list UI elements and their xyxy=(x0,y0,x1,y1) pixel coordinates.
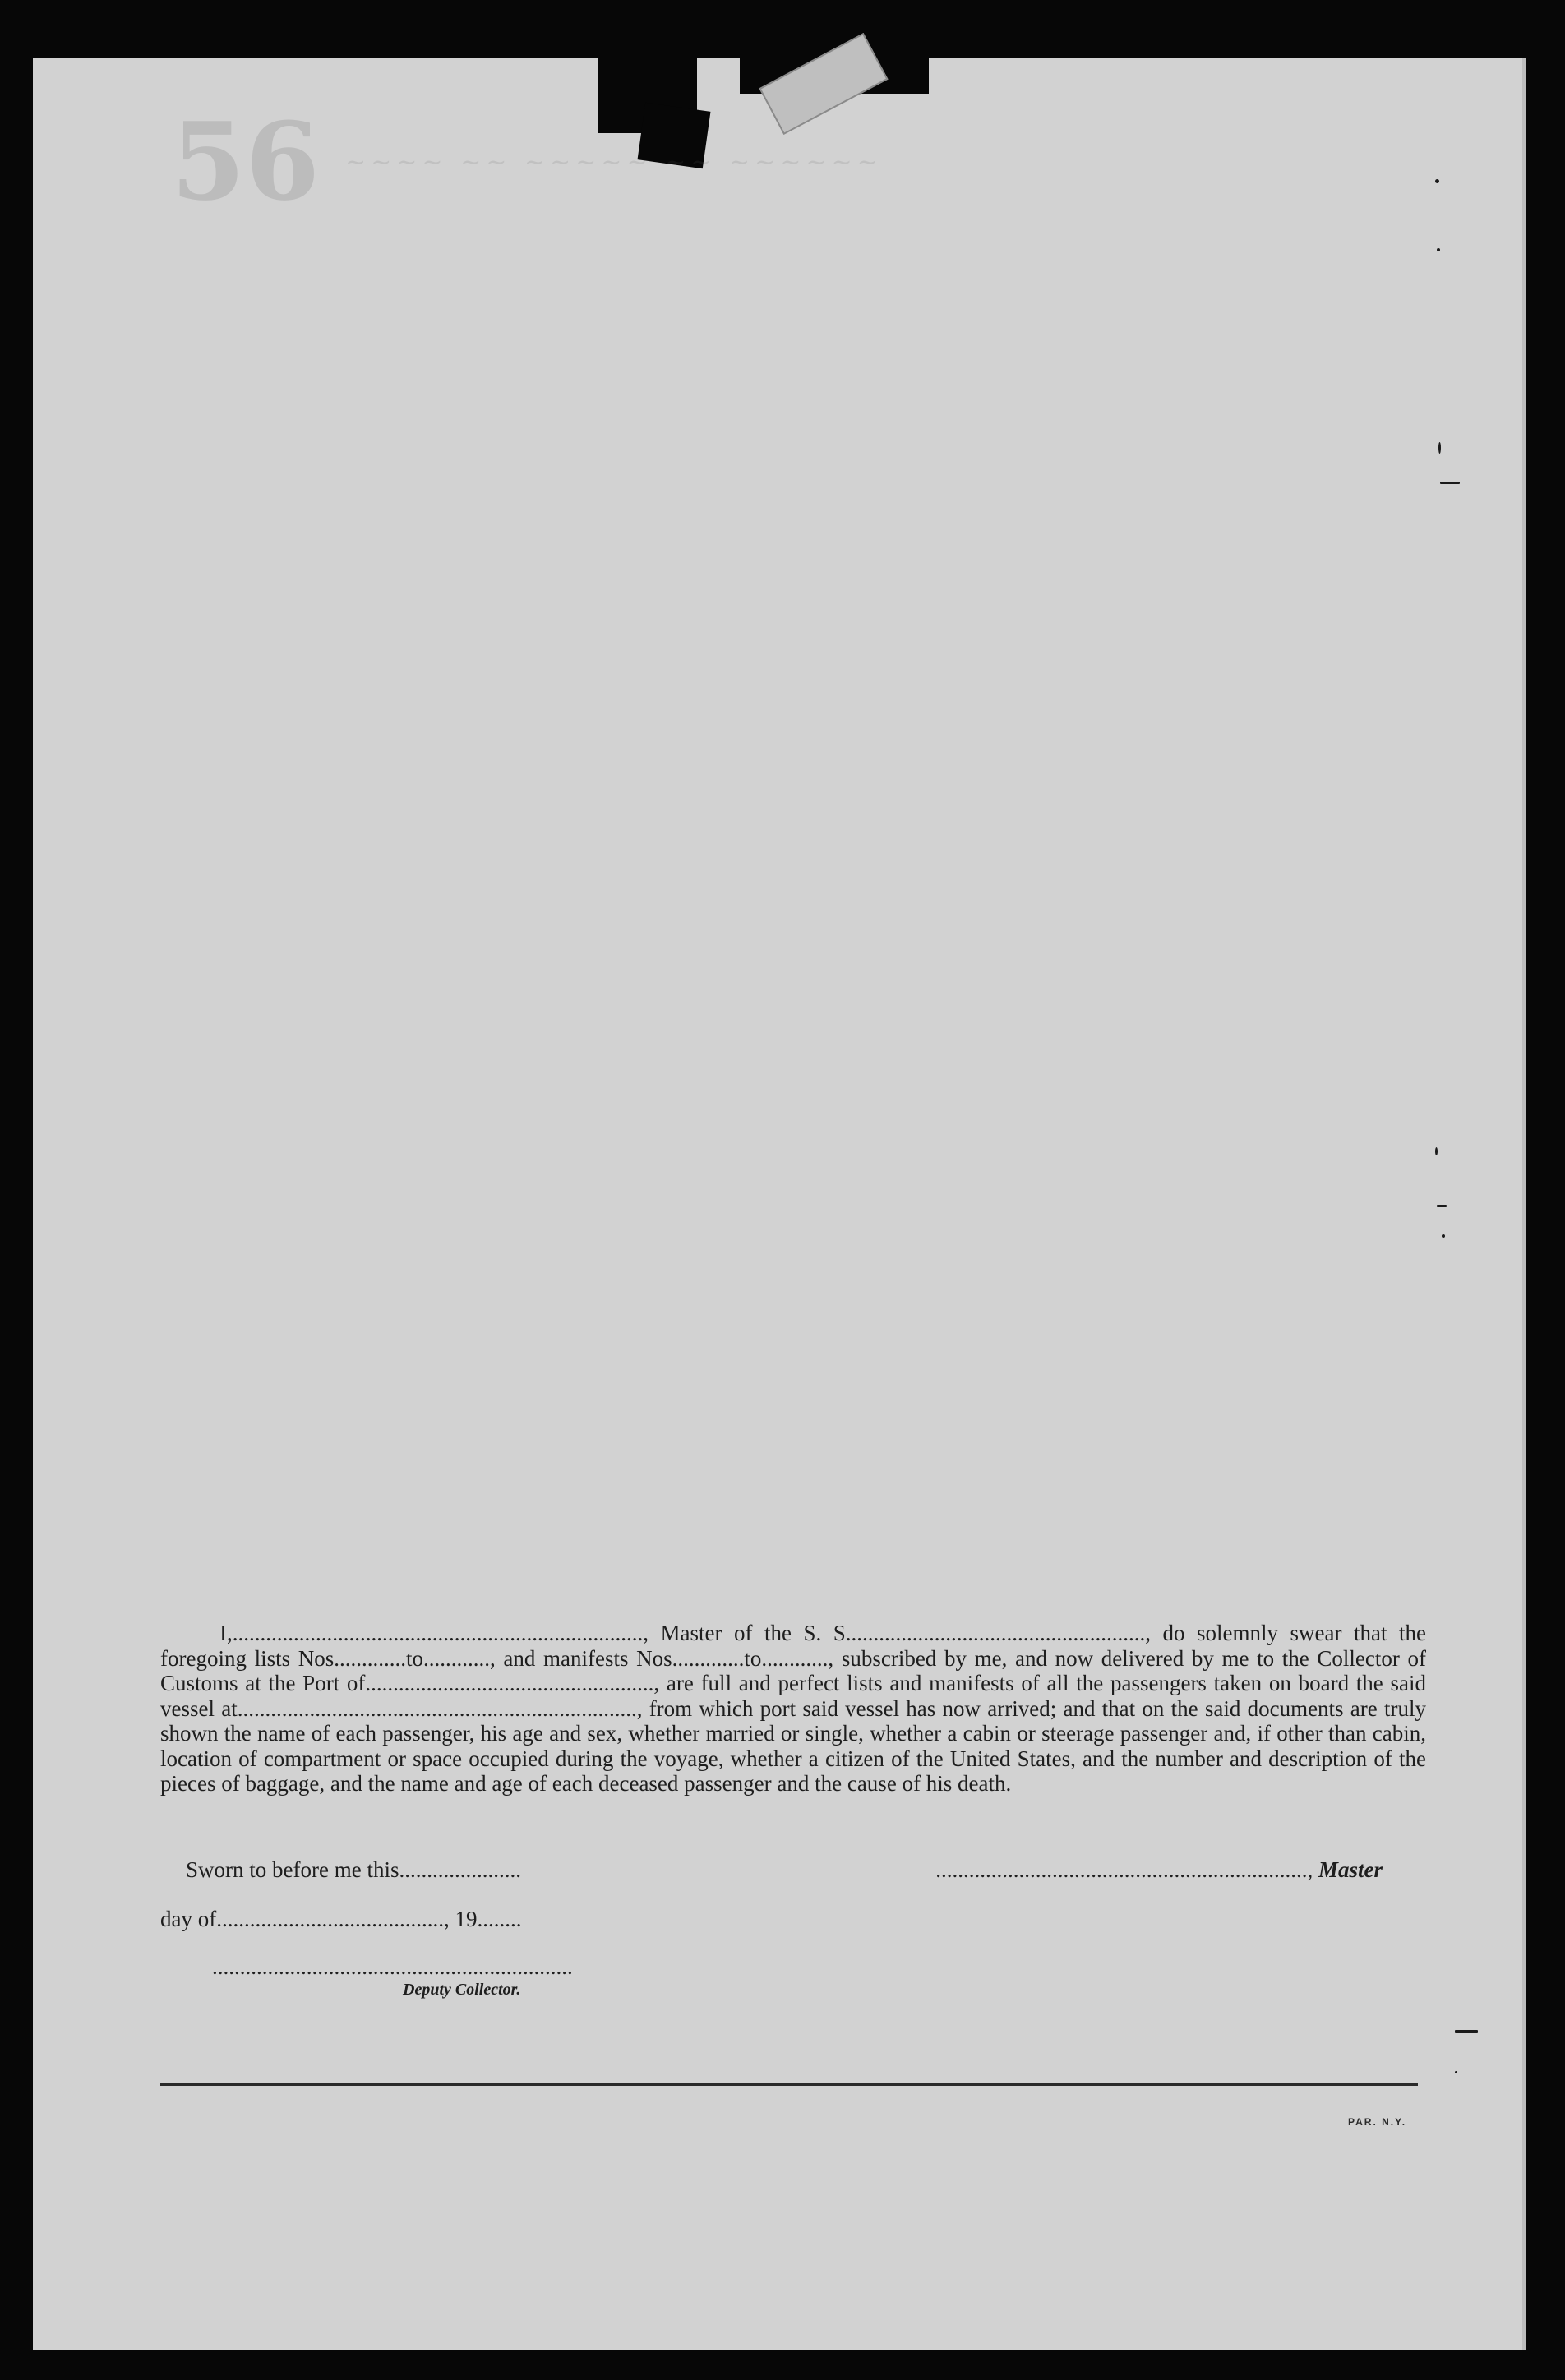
oath-text: I,.........................................................................., Master of the S. S......................................................, do solemnly swear that the foregoing lists Nos.............to............, and manifests Nos.............to............, subscribed by me, and now delivered by me to the Collector of Customs at the Port of...................................................., are full and perfect lists and manifests of all the passengers taken on board the said vessel at........................................................................, from which port said vessel has now arrived; and that on the said documents are truly shown the name of each passenger, his age and sex, whether married or single, whether a cabin or steerage passenger and, if other than cabin, location of compartment or space occupied during the voyage, whether a citizen of the United States, and the number and description of the pieces of baggage, and the name and age of each deceased passenger and the cause of his death. xyxy=(160,1621,1426,1796)
oath-paragraph xyxy=(160,1621,1426,1797)
document-page xyxy=(33,58,1526,2350)
deputy-collector-label: Deputy Collector. xyxy=(403,1981,521,1999)
master-signature-field: ..................................................................., xyxy=(935,1857,1313,1882)
deputy-signature-line: ................................................................. xyxy=(212,1954,573,1979)
printer-mark: PAR. N.Y. xyxy=(1348,2116,1407,2128)
speck xyxy=(1435,179,1439,183)
speck xyxy=(1437,1205,1447,1207)
speck xyxy=(1438,442,1441,454)
speck xyxy=(1435,1147,1438,1155)
sworn-line: Sworn to before me this...................... xyxy=(186,1857,521,1882)
speck xyxy=(1442,1234,1445,1238)
master-signature-line xyxy=(935,1857,1383,1883)
speck xyxy=(1440,482,1460,484)
speck xyxy=(1455,2030,1478,2033)
day-of-line: day of........................................., 19........ xyxy=(160,1907,522,1931)
paper-flap xyxy=(759,33,888,135)
speck xyxy=(1437,248,1440,251)
bleed-through-mark: 56 xyxy=(171,99,320,224)
master-label: Master xyxy=(1318,1857,1383,1882)
speck xyxy=(1455,2071,1457,2073)
footer-rule xyxy=(160,2083,1418,2086)
bleed-through-mark: ~~~~ ~~ ~~~~~ ~~ ~~~~~~ xyxy=(345,148,883,177)
